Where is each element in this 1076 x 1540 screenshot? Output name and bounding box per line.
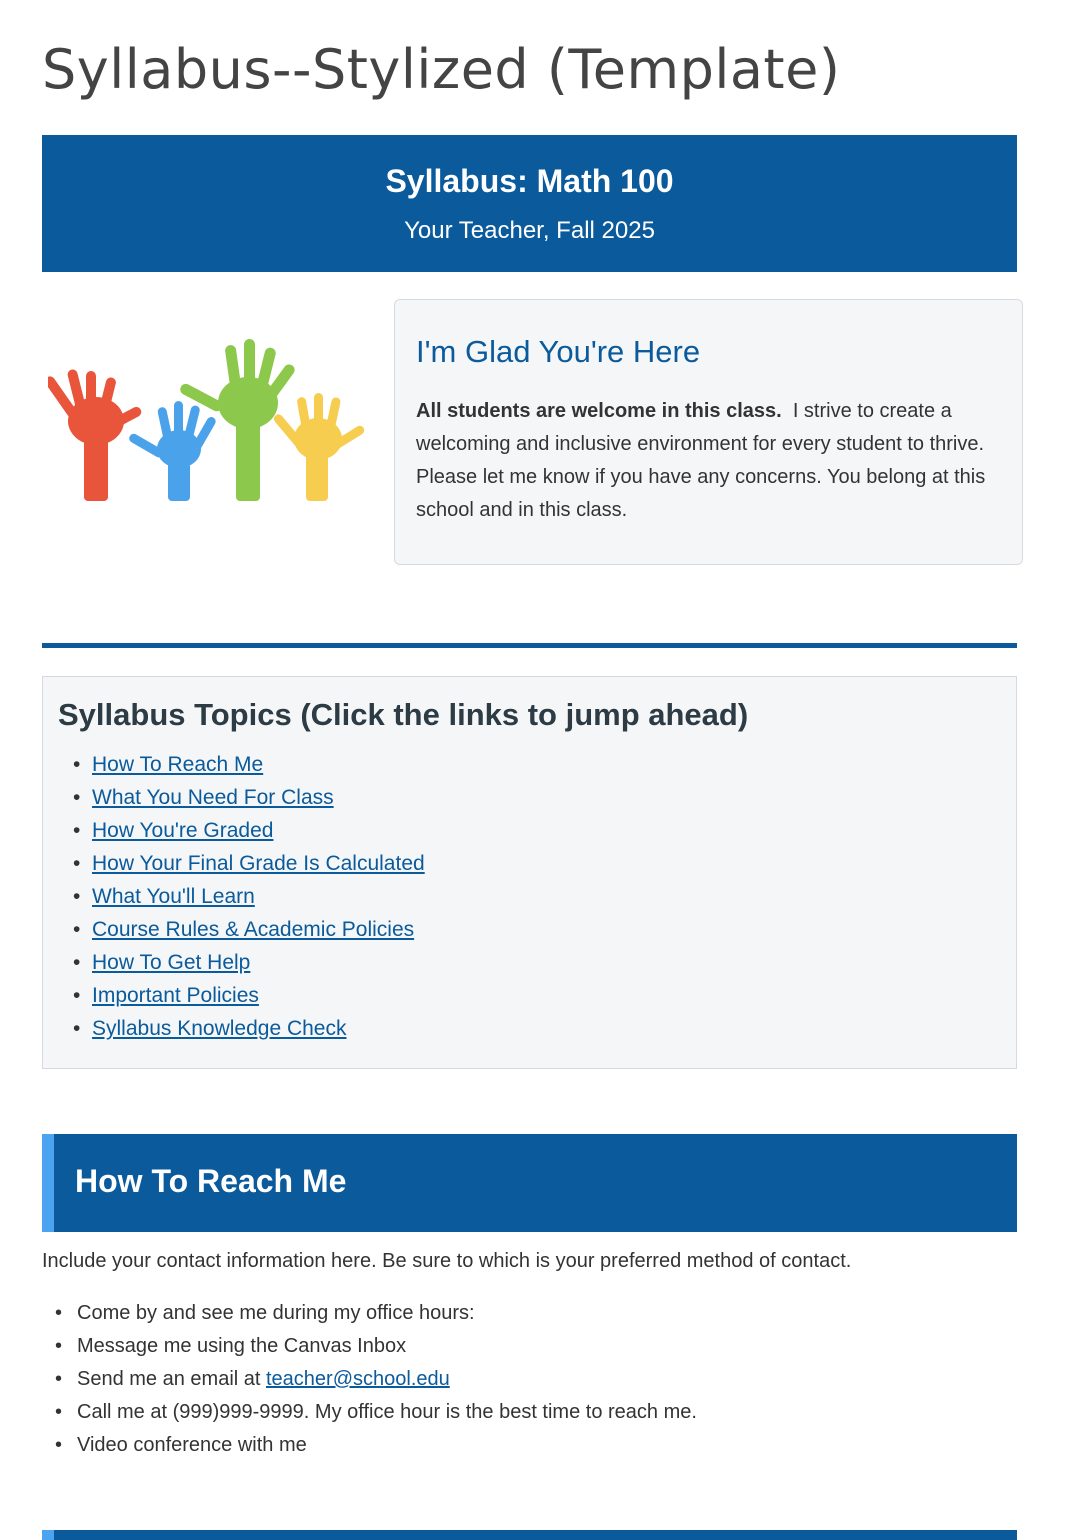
- contact-item-email: [55, 1363, 697, 1396]
- raised-hands-icon: [48, 335, 370, 510]
- topic-link-important-policies[interactable]: Important Policies: [92, 984, 259, 1007]
- list-item: [73, 814, 425, 847]
- contact-item-canvas-inbox: • Message me using the Canvas Inbox: [55, 1330, 697, 1363]
- list-item: [73, 880, 425, 913]
- list-item: [73, 1012, 425, 1045]
- welcome-panel: [394, 299, 1023, 565]
- list-item: [73, 946, 425, 979]
- email-link[interactable]: teacher@school.edu: [266, 1368, 450, 1390]
- topic-link-how-youre-graded[interactable]: How You're Graded: [92, 819, 274, 842]
- welcome-heading: I'm Glad You're Here: [416, 334, 701, 369]
- red-hand: [48, 368, 143, 501]
- topics-heading: Syllabus Topics (Click the links to jump ahead): [58, 697, 749, 732]
- how-to-reach-me-header: [42, 1134, 1017, 1232]
- topic-link-what-youll-learn[interactable]: What You'll Learn: [92, 885, 255, 908]
- section-divider: [42, 643, 1017, 648]
- contact-item-office-hours: • Come by and see me during my office hours:: [55, 1297, 697, 1330]
- contact-intro: Include your contact information here. Be sure to which is your preferred method of contact.: [42, 1250, 852, 1272]
- section-title: How To Reach Me: [75, 1163, 347, 1199]
- contact-list: [55, 1297, 697, 1462]
- list-item: [73, 781, 425, 814]
- topic-link-course-rules[interactable]: Course Rules & Academic Policies: [92, 918, 415, 941]
- next-section-header: [42, 1530, 1017, 1540]
- banner-title: Syllabus: Math 100: [385, 163, 674, 199]
- contact-item-video: • Video conference with me: [55, 1429, 697, 1462]
- blue-hand: [128, 401, 218, 501]
- syllabus-banner: [42, 135, 1017, 272]
- topic-link-what-you-need[interactable]: What You Need For Class: [92, 786, 334, 809]
- syllabus-topics-panel: [42, 676, 1017, 1069]
- welcome-text: [416, 395, 996, 527]
- page-title: Syllabus--Stylized (Template): [42, 38, 841, 101]
- list-item: [73, 847, 425, 880]
- topic-link-get-help[interactable]: How To Get Help: [92, 951, 251, 974]
- topic-link-knowledge-check[interactable]: Syllabus Knowledge Check: [92, 1017, 347, 1040]
- yellow-hand: [272, 393, 366, 501]
- welcome-lead: All students are welcome in this class.: [416, 400, 782, 422]
- contact-item-phone: • Call me at (999)999-9999. My office hour is the best time to reach me.: [55, 1396, 697, 1429]
- topic-link-how-to-reach-me[interactable]: How To Reach Me: [92, 753, 264, 776]
- topic-link-final-grade[interactable]: How Your Final Grade Is Calculated: [92, 852, 425, 875]
- email-label: Send me an email at: [77, 1368, 266, 1390]
- list-item: [73, 979, 425, 1012]
- topics-list: [73, 748, 425, 1045]
- welcome-body: I strive to create a welcoming and inclusive environment for every student to thrive. Please let me know if you have any concerns. You belong at this school and in this class.: [416, 400, 986, 521]
- list-item: [73, 913, 425, 946]
- banner-subtitle: Your Teacher, Fall 2025: [404, 217, 655, 244]
- list-item: [73, 748, 425, 781]
